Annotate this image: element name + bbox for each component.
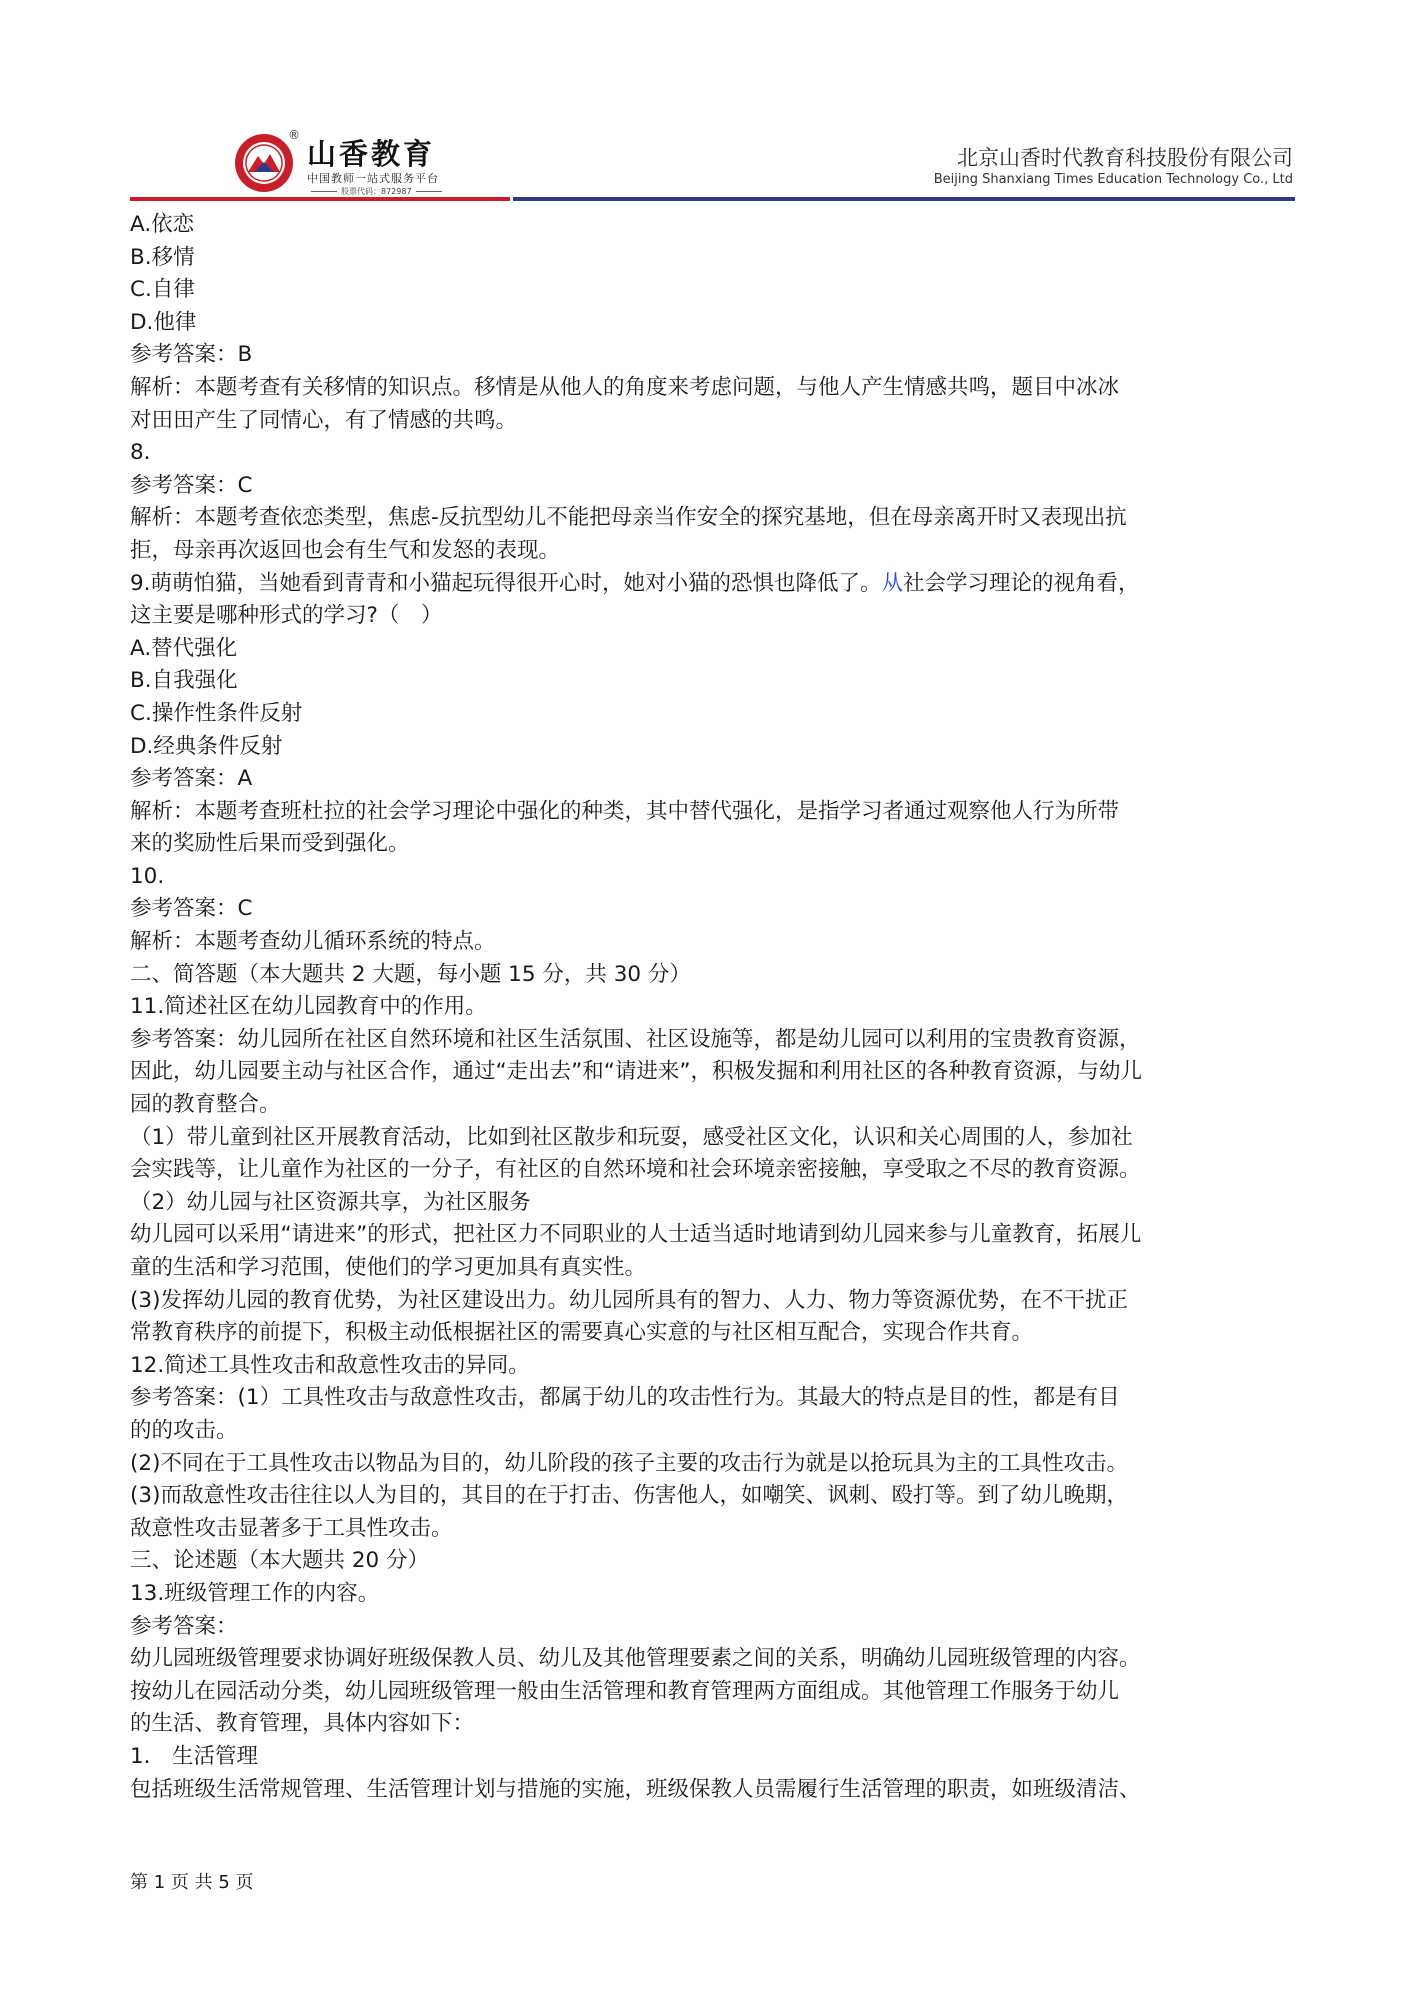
registered-mark: ® [288,128,300,142]
company-name-cn: 北京山香时代教育科技股份有限公司 [957,146,1293,170]
text-line: 因此，幼儿园要主动与社区合作，通过“走出去”和“请进来”，积极发掘和利用社区的各种教育资源，与幼儿 [130,1059,1143,1085]
text-line: A.依恋 [130,212,195,237]
text-line: （1）带儿童到社区开展教育活动，比如到社区散步和玩耍，感受社区文化，认识和关心周围的人，参加社 [130,1124,1133,1150]
text-line: 解析：本题考查有关移情的知识点。移情是从他人的角度来考虑问题，与他人产生情感共鸣，题目中冰冰 [130,374,1120,400]
text-line: 敌意性攻击显著多于工具性攻击。 [130,1515,453,1541]
text-line: D.经典条件反射 [130,733,283,759]
text-line: 对田田产生了同情心，有了情感的共鸣。 [130,407,518,433]
section-heading: 三、论述题（本大题共 20 分） [130,1548,430,1574]
text-line: 童的生活和学习范围，使他们的学习更加具有真实性。 [130,1255,647,1280]
company-name-en: Beijing Shanxiang Times Education Technology Co., Ltd [933,172,1293,187]
text-line: 园的教育整合。 [130,1092,281,1118]
text-line: 解析：本题考查幼儿循环系统的特点。 [130,929,496,955]
text-line: C.操作性条件反射 [130,700,303,726]
text-line: 这主要是哪种形式的学习?（ ） [130,603,443,629]
brand-slogan: 中国教师一站式服务平台 [307,172,439,185]
text-line: 1. 生活管理 [130,1743,259,1769]
logo-seal-icon [233,132,295,194]
header-divider [130,197,1295,201]
text-line: 参考答案：B [130,342,253,368]
text-segment: 9.萌萌怕猫，当她看到青青和小猫起玩得很开心时，她对小猫的恐惧也降低了。 [130,570,882,596]
section-heading: 二、简答题（本大题共 2 大题，每小题 15 分，共 30 分） [130,961,691,987]
divider-red [130,197,510,201]
text-segment: 社会学习理论的视角看， [903,570,1140,596]
text-line: 幼儿园班级管理要求协调好班级保教人员、幼儿及其他管理要素之间的关系，明确幼儿园班级管理的内容。 [130,1646,1141,1672]
inline-link[interactable]: 从 [881,570,904,596]
text-line: (3)发挥幼儿园的教育优势，为社区建设出力。幼儿园所具有的智力、人力、物力等资源优势，在不干扰正 [130,1287,1128,1313]
text-line: 参考答案： [130,1613,238,1639]
text-line: 参考答案：幼儿园所在社区自然环境和社区生活氛围、社区设施等，都是幼儿园可以利用的宝贵教育资源， [130,1026,1141,1052]
text-line: (2)不同在于工具性攻击以物品为目的，幼儿阶段的孩子主要的攻击行为就是以抢玩具为主的工具性攻击。 [130,1450,1128,1476]
text-line: 13.班级管理工作的内容。 [130,1580,380,1606]
text-line: 10. [130,863,165,889]
text-line: 参考答案：C [130,896,253,922]
text-line: 参考答案：(1）工具性攻击与敌意性攻击，都属于幼儿的攻击性行为。其最大的特点是目的性，都是有目 [130,1385,1120,1411]
text-line: 参考答案：A [130,766,253,792]
text-line: 包括班级生活常规管理、生活管理计划与措施的实施，班级保教人员需履行生活管理的职责，如班级清洁、 [130,1776,1141,1802]
text-line: (3)而敌意性攻击往往以人为目的，其目的在于打击、伤害他人，如嘲笑、讽刺、殴打等。到了幼儿晚期， [130,1483,1128,1509]
logo [233,128,533,202]
text-line: 幼儿园可以采用“请进来”的形式，把社区力不同职业的人士适当适时地请到幼儿园来参与儿童教育，拓展儿 [130,1222,1142,1248]
stock-code: 股票代码：872987 [307,186,446,197]
document-body [130,209,1295,1806]
text-line: C.自律 [130,277,195,303]
text-line: 按幼儿在园活动分类，幼儿园班级管理一般由生活管理和教育管理两方面组成。其他管理工作服务于幼儿 [130,1678,1120,1704]
text-line: 参考答案：C [130,472,253,498]
text-line: 的生活、教育管理，具体内容如下： [130,1711,475,1737]
text-line: D.他律 [130,309,197,335]
text-line: 会实践等，让儿童作为社区的一分子，有社区的自然环境和社会环境亲密接触，享受取之不尽的教育资源。 [130,1157,1141,1183]
divider-blue [513,197,1295,201]
text-line: 拒，母亲再次返回也会有生气和发怒的表现。 [130,537,561,563]
text-line: （2）幼儿园与社区资源共享，为社区服务 [130,1189,531,1215]
text-line: B.自我强化 [130,668,238,694]
text-line: 8. [130,440,151,466]
page-number: 第 1 页 共 5 页 [130,1872,254,1893]
text-line: 的的攻击。 [130,1417,238,1443]
text-line: 解析：本题考查班杜拉的社会学习理论中强化的种类，其中替代强化，是指学习者通过观察他人行为所带 [130,798,1120,824]
text-line: 来的奖励性后果而受到强化。 [130,831,410,857]
question-9-line [130,568,1295,601]
text-line: 11.简述社区在幼儿园教育中的作用。 [130,994,487,1020]
text-line: 解析：本题考查依恋类型，焦虑-反抗型幼儿不能把母亲当作安全的探究基地，但在母亲离开时又表现出抗 [130,505,1127,531]
text-line: 常教育秩序的前提下，积极主动低根据社区的需要真心实意的与社区相互配合，实现合作共育。 [130,1320,1034,1346]
text-line: B.移情 [130,244,195,270]
text-line: 12.简述工具性攻击和敌意性攻击的异同。 [130,1352,530,1378]
page-header [130,120,1295,202]
brand-name: 山香教育 [307,137,436,171]
text-line: A.替代强化 [130,635,238,661]
